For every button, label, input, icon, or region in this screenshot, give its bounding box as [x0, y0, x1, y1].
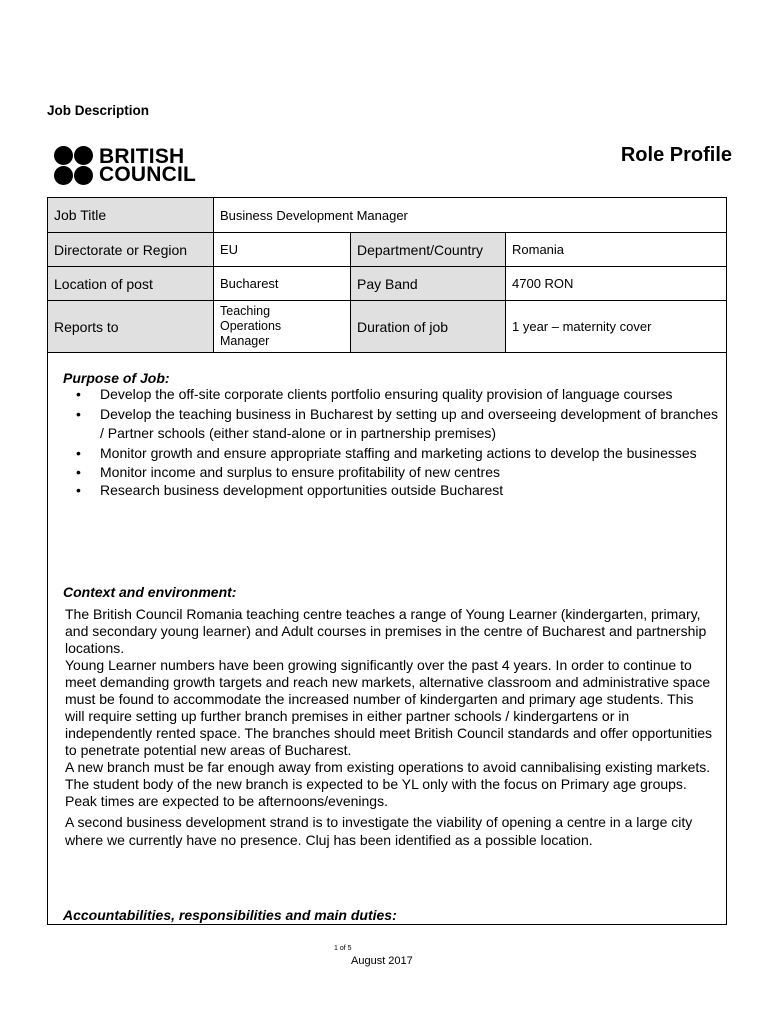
purpose-heading: Purpose of Job: [63, 370, 170, 386]
location-value: Bucharest [214, 267, 351, 301]
table-row [48, 267, 727, 301]
context-paragraph: A second business development strand is to investigate the viability of opening a centre in a large city where we currently have no presence. Cluj has been identified as a possible location. [65, 814, 693, 848]
accountabilities-heading: Accountabilities, responsibilities and main duties: [63, 907, 397, 923]
duration-value: 1 year – maternity cover [506, 301, 727, 353]
logo-dots-icon [54, 146, 94, 186]
duration-label: Duration of job [351, 301, 506, 353]
logo-line1: BRITISH [99, 145, 185, 168]
department-value: Romania [506, 233, 727, 267]
doc-label: Job Description [47, 103, 150, 118]
context-text [65, 606, 715, 849]
list-item: • Monitor growth and ensure appropriate staffing and marketing actions to develop the businesses [76, 445, 718, 462]
reports-to-value: Teaching Operations Manager [214, 301, 351, 353]
footer-date: August 2017 [351, 955, 413, 967]
page-title: Role Profile [620, 144, 732, 166]
british-council-logo [54, 146, 196, 186]
list-item: • Develop the teaching business in Bucharest by setting up and overseeing development of branches / Partner schools (either stand-alone or in partnership premises) [76, 405, 718, 443]
pay-band-value: 4700 RON [506, 267, 727, 301]
location-label: Location of post [48, 267, 214, 301]
context-paragraph: Young Learner numbers have been growing significantly over the past 4 years. In order to continue to meet demanding growth targets and reach new markets, alternative classroom and administrative space must be found to accommodate the increased number of kindergarten and primary age students. This will require setting up further branch premises in either partner schools / kindergartens or in independently rented space. The branches should meet British Council standards and offer opportunities to penetrate potential new areas of Bucharest. [65, 657, 713, 758]
role-info-table [47, 197, 727, 353]
directorate-label: Directorate or Region [48, 233, 214, 267]
pay-band-label: Pay Band [351, 267, 506, 301]
purpose-list [76, 386, 718, 499]
department-label: Department/Country [351, 233, 506, 267]
list-item: • Research business development opportunities outside Bucharest [76, 482, 718, 499]
job-title-label: Job Title [48, 198, 214, 233]
table-row [48, 233, 727, 267]
directorate-value: EU [214, 233, 351, 267]
job-details-box [47, 352, 727, 925]
job-title-value: Business Development Manager [214, 198, 727, 233]
context-heading: Context and environment: [63, 584, 237, 600]
context-paragraph: The British Council Romania teaching centre teaches a range of Young Learner (kindergarten, primary, and secondary young learner) and Adult courses in premises in the centre of Bucharest and partnership locations. [65, 606, 707, 656]
table-row [48, 198, 727, 233]
context-paragraph: A new branch must be far enough away from existing operations to avoid cannibalising existing markets. The student body of the new branch is expected to be YL only with the focus on Primary age groups. Peak times are expected to be afternoons/evenings. [65, 759, 711, 809]
logo-line2: COUNCIL [99, 163, 197, 186]
reports-to-label: Reports to [48, 301, 214, 353]
list-item: • Develop the off-site corporate clients portfolio ensuring quality provision of language courses [76, 386, 718, 403]
table-row [48, 301, 727, 353]
list-item: • Monitor income and surplus to ensure profitability of new centres [76, 464, 718, 481]
page-number: 1 of 5 [334, 945, 352, 952]
